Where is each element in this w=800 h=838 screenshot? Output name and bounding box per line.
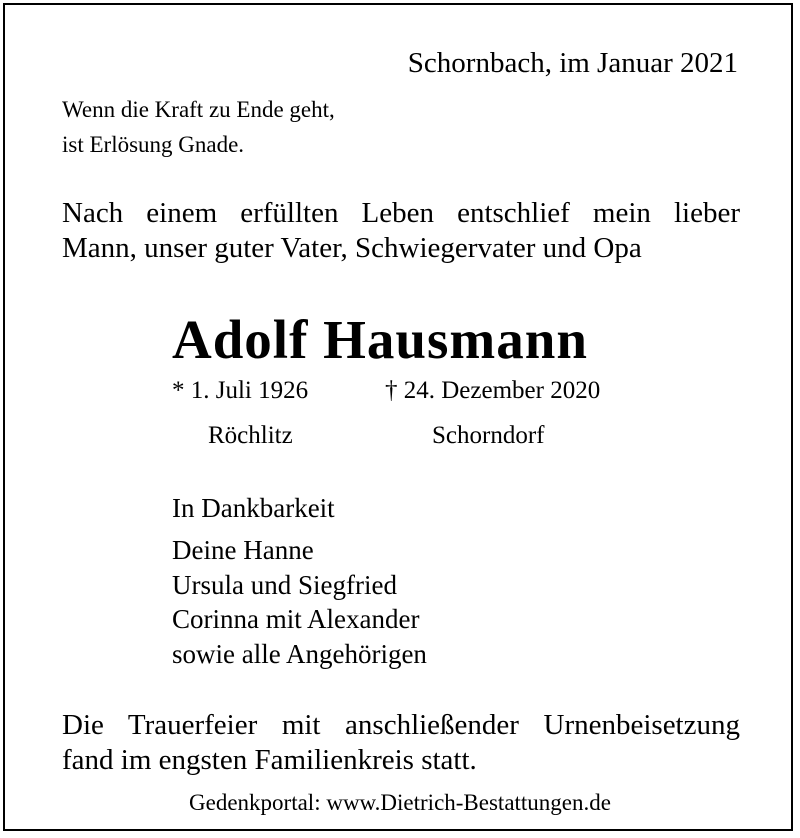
closing-line-1: Die Trauerfeier mit anschließender Urnenbeisetzung [62, 709, 740, 741]
mourner-name: sowie alle Angehörigen [172, 639, 427, 669]
deceased-name: Adolf Hausmann [172, 309, 588, 370]
death-date: † 24. Dezember 2020 [385, 377, 601, 404]
place-date: Schornbach, im Januar 2021 [407, 47, 738, 79]
closing-line-2: fand im engsten Familienkreis statt. [62, 744, 477, 776]
birth-place: Röchlitz [208, 422, 293, 449]
motto-line-1: Wenn die Kraft zu Ende geht, [62, 97, 335, 122]
death-place: Schorndorf [432, 422, 545, 449]
mourner-name: Corinna mit Alexander [172, 604, 420, 634]
intro-line-2: Mann, unser guter Vater, Schwiegervater und Opa [62, 232, 642, 264]
mourner-name: Ursula und Siegfried [172, 570, 397, 600]
motto-line-2: ist Erlösung Gnade. [62, 132, 245, 157]
notice-border [3, 3, 793, 831]
mourner-name: Deine Hanne [172, 535, 314, 565]
mourners-heading: In Dankbarkeit [172, 493, 335, 523]
intro-line-1: Nach einem erfüllten Leben entschlief mein lieber [62, 197, 740, 229]
memorial-portal: Gedenkportal: www.Dietrich-Bestattungen.de [189, 790, 611, 815]
birth-date: * 1. Juli 1926 [172, 377, 309, 404]
